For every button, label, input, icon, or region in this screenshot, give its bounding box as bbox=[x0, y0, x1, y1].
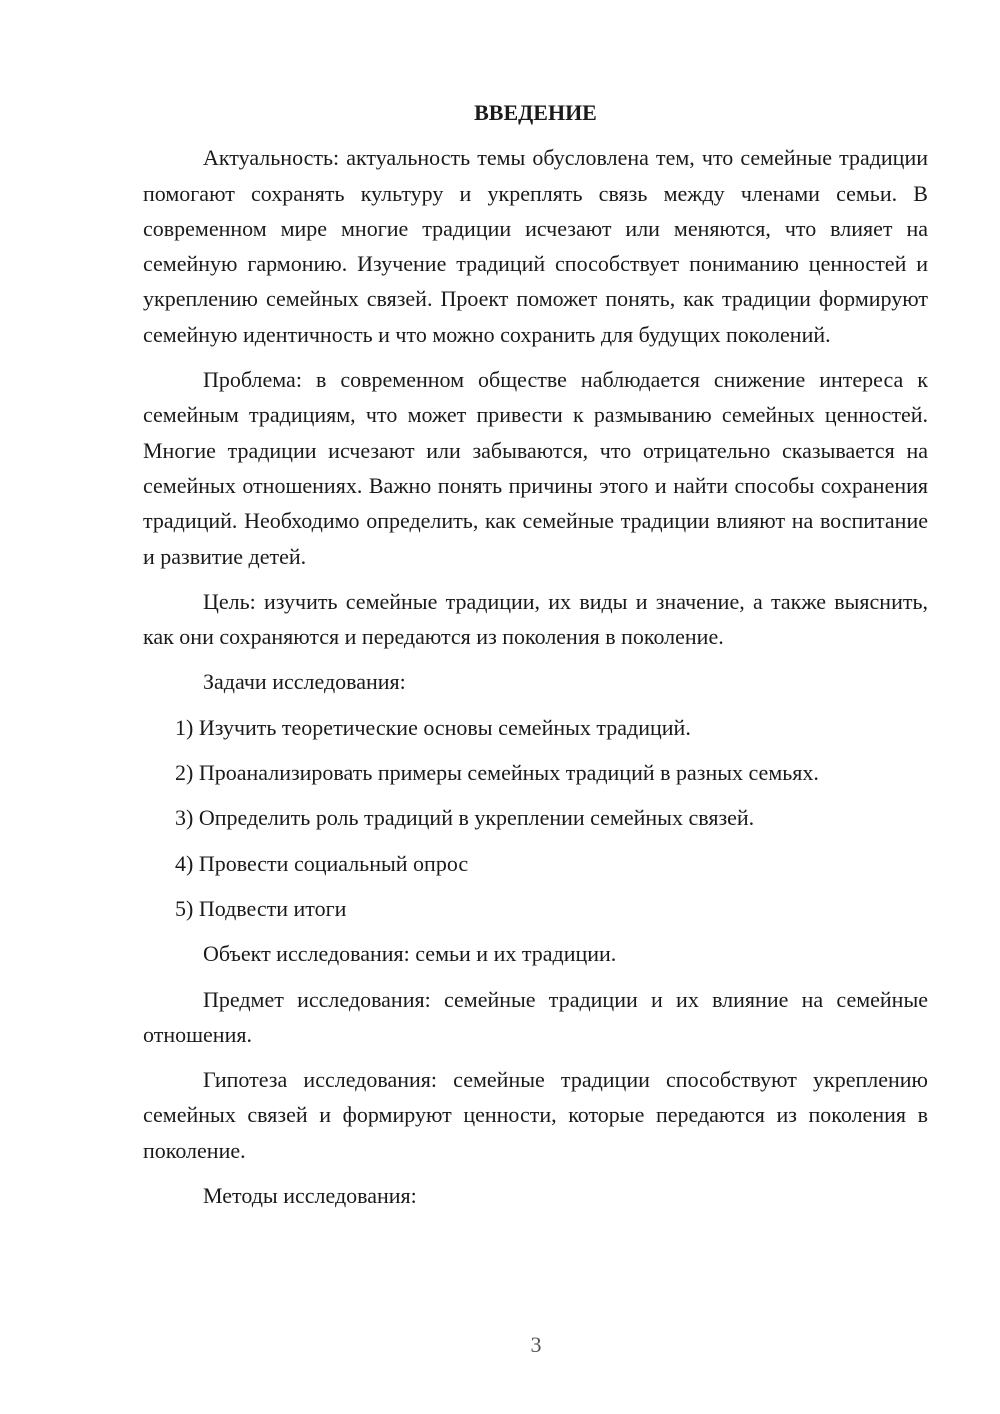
task-item: 5) Подвести итоги bbox=[175, 895, 347, 921]
subject-paragraph: Предмет исследования: семейные традиции и их влияние на семейные отношения. bbox=[143, 986, 928, 1047]
goal-paragraph: Цель: изучить семейные традиции, их виды и значение, а также выяснить, как они сохраняются и передаются из поколения в поколение. bbox=[143, 588, 928, 650]
task-item: 1) Изучить теоретические основы семейных традиций. bbox=[175, 714, 691, 740]
relevance-paragraph: Актуальность: актуальность темы обусловлена тем, что семейные традиции помогают сохранять культуру и укреплять связь между членами семьи. В современном мире многие традиции исчезают или меняются, что влияет на семейную гармонию. Изучение традиций способствует пониманию ценностей и укреплению семейных связей. Проект поможет понять, как традиции формируют семейную идентичность и что можно сохранить для будущих поколений. bbox=[143, 145, 928, 347]
page-title: ВВЕДЕНИЕ bbox=[474, 100, 597, 125]
task-item: 4) Провести социальный опрос bbox=[175, 850, 469, 876]
hypothesis-paragraph: Гипотеза исследования: семейные традиции способствуют укреплению семейных связей и формируют ценности, которые передаются из поколения в поколение. bbox=[143, 1067, 928, 1163]
object-paragraph: Объект исследования: семьи и их традиции. bbox=[203, 941, 617, 967]
page-number: 3 bbox=[530, 1332, 542, 1357]
methods-heading: Методы исследования: bbox=[203, 1183, 417, 1209]
page-content bbox=[143, 95, 928, 1223]
tasks-heading: Задачи исследования: bbox=[203, 669, 406, 695]
task-item: 2) Проанализировать примеры семейных традиций в разных семьях. bbox=[175, 760, 819, 786]
problem-paragraph: Проблема: в современном обществе наблюдается снижение интереса к семейным традициям, что может привести к размыванию семейных ценностей. Многие традиции исчезают или забываются, что отрицательно сказывается на семейных отношениях. Важно понять причины этого и найти способы сохранения традиций. Необходимо определить, как семейные традиции влияют на воспитание и развитие детей. bbox=[143, 367, 928, 569]
task-item: 3) Определить роль традиций в укреплении семейных связей. bbox=[175, 805, 755, 831]
